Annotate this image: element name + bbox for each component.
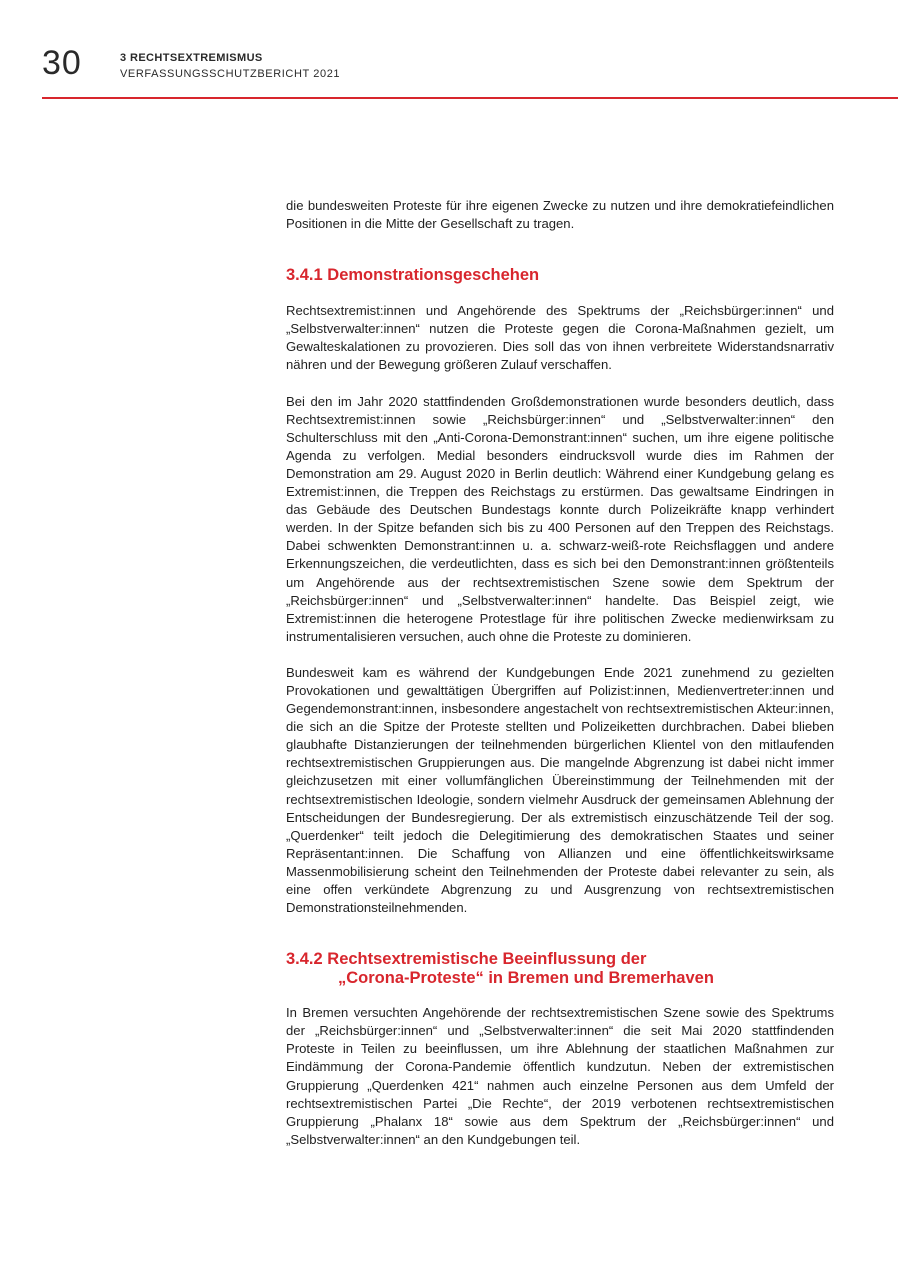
- main-content: [286, 197, 834, 1149]
- paragraph-341-1: Rechtsextremist:innen und Angehörende des Spektrums der „Reichsbürger:innen“ und „Selbstverwalter:innen“ nutzen die Proteste gegen die Corona-Maßnahmen gezielt, um Gewalteskalationen zu provozieren. Dies soll das von ihnen verbreitete Widerstandsnarrativ nähren und der Bewegung größeren Zulauf verschaffen.: [286, 303, 834, 373]
- page-number: 30: [42, 44, 82, 82]
- section-heading-342: [286, 950, 834, 988]
- paragraph-342-1: In Bremen versuchten Angehörende der rechtsextremistischen Szene sowie des Spektrums der „Reichsbürger:innen“ und „Selbstverwalter:innen“ die seit Mai 2020 stattfindenden Proteste in Teilen zu beeinflussen, um ihre Ablehnung der staatlichen Maßnahmen zur Eindämmung der Corona-Pandemie öffentlich kundzutun. Neben der extremistischen Gruppierung „Querdenken 421“ nahmen auch einzelne Personen aus dem Umfeld der rechtsextremistischen Partei „Die Rechte“, der 2019 verbotenen rechtsextremistischen Gruppierung „Phalanx 18“ sowie aus dem Spektrum der „Reichsbürger:innen“ und „Selbstverwalter:innen“ an den Kundgebungen teil.: [286, 1005, 834, 1147]
- section-heading-342-line2: „Corona-Proteste“ in Bremen und Bremerhaven: [338, 969, 714, 988]
- paragraph-341-2: Bei den im Jahr 2020 stattfindenden Großdemonstrationen wurde besonders deutlich, dass Rechtsextremist:innen sowie „Reichsbürger:innen“ und „Selbstverwalter:innen“ den Schulterschluss mit den „Anti-Corona-Demonstrant:innen“ suchen, um ihre eigene politische Agenda zu verfolgen. Medial besonders eindrucksvoll wurde dies im Rahmen der Demonstration am 29. August 2020 in Berlin deutlich: Während einer Kundgebung gelang es Extremist:innen, die Treppen des Reichstags zu erstürmen. Das gewaltsame Eindringen in das Gebäude des Deutschen Bundestags konnte durch Polizeikräfte knapp verhindert werden. In der Spitze befanden sich bis zu 400 Personen auf den Treppen des Reichstags. Dabei schwenkten Demonstrant:innen u. a. schwarz-weiß-rote Reichsflaggen und andere Erkennungszeichen, die verdeutlichten, dass es sich bei den Demonstrant:innen größtenteils um Angehörende aus der rechtsextremistischen Szene sowie dem Spektrum der „Reichsbürger:innen“ und „Selbstverwalter:innen“ handelte. Das Beispiel zeigt, wie Extremist:innen die heterogene Protestlage für ihre politischen Zwecke medienwirksam zu instrumentalisieren versuchen, auch ohne die Proteste zu dominieren.: [286, 393, 834, 644]
- report-title: VERFASSUNGSSCHUTZBERICHT 2021: [120, 68, 341, 80]
- section-heading-342-line1: 3.4.2 Rechtsextremistische Beeinflussung der: [286, 950, 647, 969]
- section-heading-341: 3.4.1 Demonstrationsgeschehen: [286, 266, 540, 285]
- page-header: [0, 0, 900, 100]
- intro-paragraph: die bundesweiten Proteste für ihre eigenen Zwecke zu nutzen und ihre demokratiefeindlichen Positionen in die Mitte der Gesellschaft zu tragen.: [286, 198, 834, 232]
- chapter-title: 3 RECHTSEXTREMISMUS: [120, 52, 263, 64]
- paragraph-341-3: Bundesweit kam es während der Kundgebungen Ende 2021 zunehmend zu gezielten Provokationen und gewalttätigen Übergriffen auf Polizist:innen, Medienvertreter:innen und Gegendemonstrant:innen, insbesondere angestachelt von rechtsextremistischen Akteur:innen, die sich an die Spitze der Proteste stellten und Polizeiketten durchbrachen. Dabei blieben glaubhafte Distanzierungen der teilnehmenden bürgerlichen Klientel von den mitlaufenden rechtsextremistischen Gruppierungen aus. Die mangelnde Abgrenzung ist dabei nicht immer gleichzusetzen mit einer vollumfänglichen Übereinstimmung der Teilnehmenden mit der rechtsextremistischen Ideologie, sondern vielmehr Ausdruck der gemeinsamen Ablehnung der Entscheidungen der Bundesregierung. Der als extremistisch einzuschätzende Teil der sog. „Querdenker“ teilt jedoch die Delegitimierung des demokratischen Staates und seiner Repräsentant:innen. Die Schaffung von Allianzen und eine öffentlichkeitswirksame Massenmobilisierung scheint den Teilnehmenden der Proteste dabei relevanter zu sein, als eine offen verkündete Abgrenzung zu und Ausgrenzung von rechtsextremistischen Demonstrationsteilnehmenden.: [286, 664, 834, 916]
- header-divider: [42, 97, 898, 99]
